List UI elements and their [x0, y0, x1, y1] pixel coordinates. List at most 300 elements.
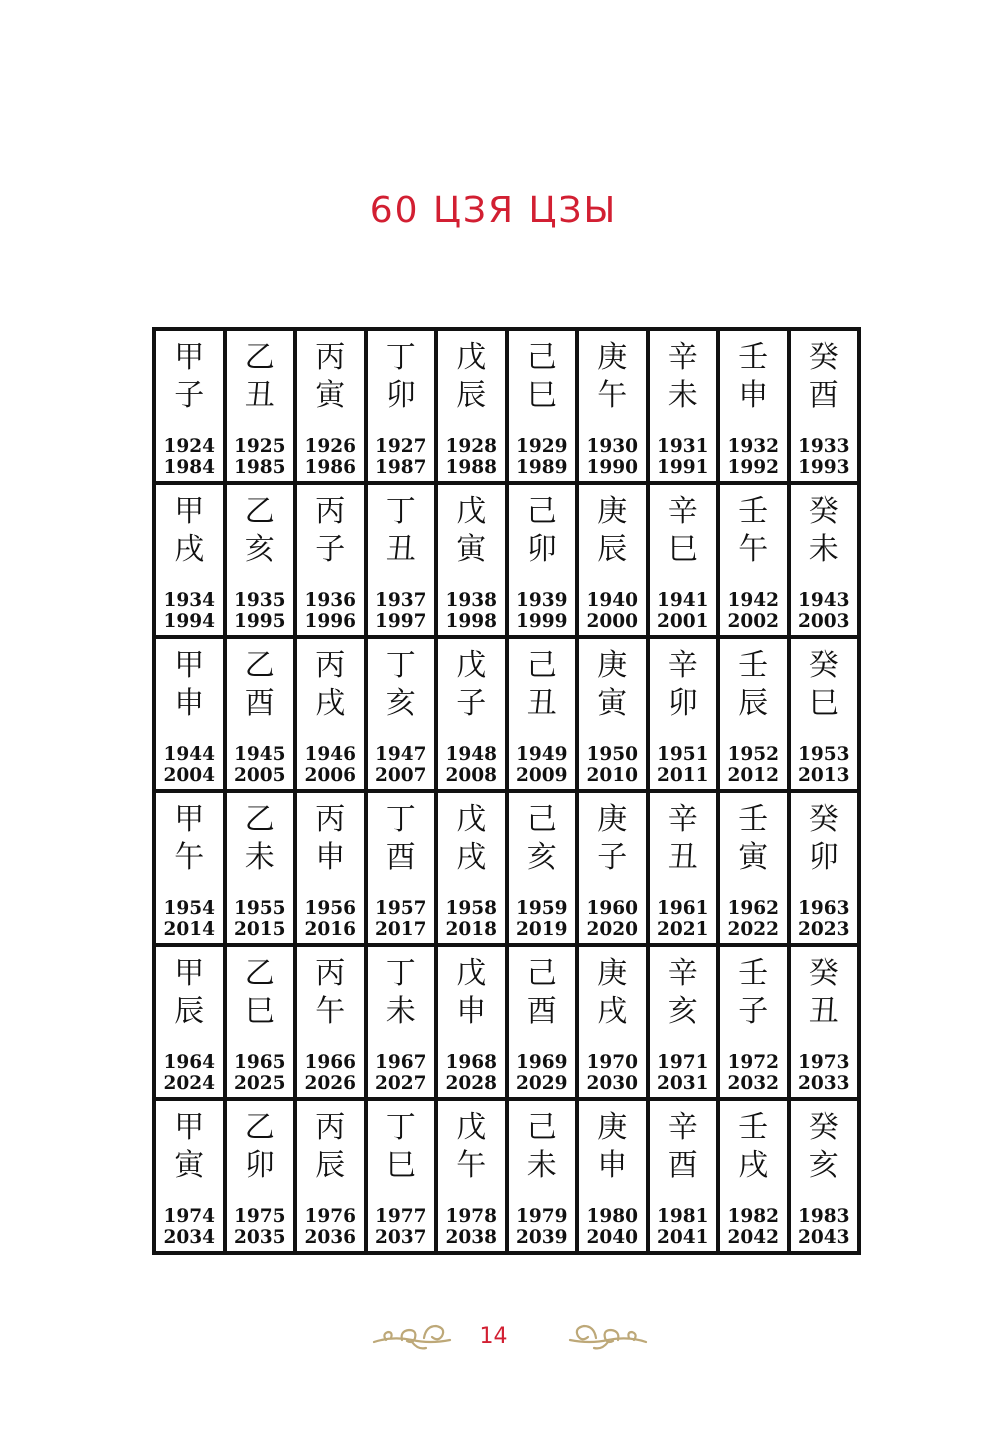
earthly-branch: 丑 [526, 686, 557, 721]
heavenly-stem: 丁 [385, 340, 416, 375]
cell-years [368, 1052, 435, 1094]
table-cell [650, 947, 717, 1097]
cell-years [156, 436, 223, 478]
cell-characters [509, 955, 576, 1031]
cell-years [227, 436, 294, 478]
table-cell [227, 793, 294, 943]
heavenly-stem: 甲 [174, 802, 205, 837]
cell-characters [438, 493, 505, 569]
earthly-branch: 巳 [808, 686, 839, 721]
page-title: 60 ЦЗЯ ЦЗЫ [369, 190, 618, 231]
cell-years [297, 898, 364, 940]
table-cell [579, 1101, 646, 1251]
year-value: 2012 [727, 765, 779, 786]
cell-years [650, 744, 717, 786]
cell-characters [368, 801, 435, 877]
year-value: 1931 [657, 436, 709, 457]
heavenly-stem: 丙 [315, 648, 346, 683]
table-cell [650, 639, 717, 789]
year-value: 1959 [516, 898, 568, 919]
cell-years [720, 744, 787, 786]
cell-characters [438, 955, 505, 1031]
table-cell [297, 947, 364, 1097]
cell-years [579, 1052, 646, 1094]
cell-years [720, 1052, 787, 1094]
heavenly-stem: 辛 [667, 956, 698, 991]
heavenly-stem: 戊 [456, 956, 487, 991]
table-cell [297, 639, 364, 789]
cell-characters [791, 955, 858, 1031]
year-value: 2006 [304, 765, 356, 786]
year-value: 1991 [657, 457, 709, 478]
year-value: 2017 [375, 919, 427, 940]
earthly-branch: 酉 [385, 840, 416, 875]
heavenly-stem: 辛 [667, 340, 698, 375]
earthly-branch: 卯 [667, 686, 698, 721]
earthly-branch: 辰 [738, 686, 769, 721]
earthly-branch: 未 [526, 1148, 557, 1183]
earthly-branch: 午 [174, 840, 205, 875]
year-value: 1974 [163, 1206, 215, 1227]
table-cell [156, 1101, 223, 1251]
year-value: 2041 [657, 1227, 709, 1248]
table-cell [438, 947, 505, 1097]
heavenly-stem: 壬 [738, 494, 769, 529]
year-value: 1964 [163, 1052, 215, 1073]
table-cell [368, 485, 435, 635]
year-value: 2034 [163, 1227, 215, 1248]
table-cell [579, 639, 646, 789]
earthly-branch: 寅 [174, 1148, 205, 1183]
heavenly-stem: 癸 [808, 802, 839, 837]
cell-characters [368, 493, 435, 569]
page-footer [0, 1318, 987, 1358]
year-value: 1950 [586, 744, 638, 765]
year-value: 1961 [657, 898, 709, 919]
heavenly-stem: 己 [526, 494, 557, 529]
heavenly-stem: 壬 [738, 340, 769, 375]
year-value: 1966 [304, 1052, 356, 1073]
year-value: 1992 [727, 457, 779, 478]
heavenly-stem: 戊 [456, 340, 487, 375]
earthly-branch: 寅 [456, 532, 487, 567]
cell-years [438, 1052, 505, 1094]
cell-years [297, 590, 364, 632]
cell-years [438, 898, 505, 940]
year-value: 2014 [163, 919, 215, 940]
year-value: 2016 [304, 919, 356, 940]
earthly-branch: 卯 [244, 1148, 275, 1183]
heavenly-stem: 庚 [597, 648, 628, 683]
heavenly-stem: 乙 [244, 340, 275, 375]
heavenly-stem: 甲 [174, 340, 205, 375]
cell-years [368, 590, 435, 632]
heavenly-stem: 戊 [456, 494, 487, 529]
cell-characters [720, 1109, 787, 1185]
heavenly-stem: 丁 [385, 494, 416, 529]
table-cell [509, 331, 576, 481]
year-value: 1994 [163, 611, 215, 632]
year-value: 2010 [586, 765, 638, 786]
year-value: 2015 [234, 919, 286, 940]
earthly-branch: 戌 [315, 686, 346, 721]
cell-years [227, 1206, 294, 1248]
year-value: 1949 [516, 744, 568, 765]
cell-years [297, 436, 364, 478]
heavenly-stem: 庚 [597, 1110, 628, 1145]
heavenly-stem: 丙 [315, 802, 346, 837]
table-cell [650, 485, 717, 635]
year-value: 2022 [727, 919, 779, 940]
year-value: 2011 [657, 765, 709, 786]
table-cell [438, 485, 505, 635]
year-value: 1929 [516, 436, 568, 457]
year-value: 1954 [163, 898, 215, 919]
year-value: 1984 [163, 457, 215, 478]
year-value: 2035 [234, 1227, 286, 1248]
cell-years [438, 436, 505, 478]
year-value: 2005 [234, 765, 286, 786]
table-cell [156, 793, 223, 943]
table-cell [579, 793, 646, 943]
heavenly-stem: 乙 [244, 648, 275, 683]
cell-years [720, 1206, 787, 1248]
earthly-branch: 寅 [315, 378, 346, 413]
cell-characters [579, 339, 646, 415]
cell-years [509, 744, 576, 786]
year-value: 1995 [234, 611, 286, 632]
cell-characters [720, 955, 787, 1031]
cell-characters [297, 801, 364, 877]
year-value: 1958 [445, 898, 497, 919]
year-value: 2032 [727, 1073, 779, 1094]
earthly-branch: 酉 [526, 994, 557, 1029]
cell-years [791, 1206, 858, 1248]
table-cell [368, 331, 435, 481]
year-value: 1951 [657, 744, 709, 765]
year-value: 1943 [798, 590, 850, 611]
table-cell [720, 947, 787, 1097]
table-cell [227, 485, 294, 635]
cell-years [650, 590, 717, 632]
year-value: 1970 [586, 1052, 638, 1073]
cell-years [791, 590, 858, 632]
year-value: 1948 [445, 744, 497, 765]
cell-characters [156, 955, 223, 1031]
table-cell [579, 331, 646, 481]
year-value: 1941 [657, 590, 709, 611]
year-value: 1930 [586, 436, 638, 457]
earthly-branch: 申 [174, 686, 205, 721]
heavenly-stem: 丙 [315, 956, 346, 991]
cell-characters [227, 339, 294, 415]
year-value: 2037 [375, 1227, 427, 1248]
year-value: 2019 [516, 919, 568, 940]
cell-characters [720, 339, 787, 415]
heavenly-stem: 丙 [315, 1110, 346, 1145]
heavenly-stem: 壬 [738, 802, 769, 837]
cell-characters [720, 801, 787, 877]
cell-years [791, 898, 858, 940]
cell-years [791, 436, 858, 478]
table-cell [227, 639, 294, 789]
earthly-branch: 巳 [244, 994, 275, 1029]
year-value: 1999 [516, 611, 568, 632]
heavenly-stem: 乙 [244, 1110, 275, 1145]
year-value: 2031 [657, 1073, 709, 1094]
heavenly-stem: 辛 [667, 494, 698, 529]
year-value: 1979 [516, 1206, 568, 1227]
year-value: 1981 [657, 1206, 709, 1227]
year-value: 2004 [163, 765, 215, 786]
earthly-branch: 申 [456, 994, 487, 1029]
cell-characters [227, 647, 294, 723]
earthly-branch: 丑 [808, 994, 839, 1029]
earthly-branch: 午 [456, 1148, 487, 1183]
cell-years [509, 436, 576, 478]
cell-characters [438, 647, 505, 723]
year-value: 1962 [727, 898, 779, 919]
year-value: 1924 [163, 436, 215, 457]
heavenly-stem: 庚 [597, 802, 628, 837]
earthly-branch: 酉 [244, 686, 275, 721]
earthly-branch: 丑 [244, 378, 275, 413]
table-cell [227, 331, 294, 481]
cell-characters [297, 1109, 364, 1185]
earthly-branch: 辰 [315, 1148, 346, 1183]
cell-years [156, 1052, 223, 1094]
year-value: 1997 [375, 611, 427, 632]
cell-characters [579, 801, 646, 877]
table-cell [368, 1101, 435, 1251]
heavenly-stem: 丁 [385, 648, 416, 683]
year-value: 1986 [304, 457, 356, 478]
cell-characters [509, 801, 576, 877]
cell-characters [156, 647, 223, 723]
table-cell [297, 485, 364, 635]
cell-years [368, 898, 435, 940]
year-value: 1983 [798, 1206, 850, 1227]
year-value: 1990 [586, 457, 638, 478]
earthly-branch: 子 [597, 840, 628, 875]
table-cell [438, 639, 505, 789]
cell-years [579, 898, 646, 940]
earthly-branch: 未 [667, 378, 698, 413]
earthly-branch: 亥 [526, 840, 557, 875]
cell-years [650, 898, 717, 940]
year-value: 2009 [516, 765, 568, 786]
cell-characters [650, 955, 717, 1031]
year-value: 1973 [798, 1052, 850, 1073]
table-cell [650, 793, 717, 943]
year-value: 2038 [445, 1227, 497, 1248]
heavenly-stem: 癸 [808, 340, 839, 375]
cell-years [650, 1206, 717, 1248]
earthly-branch: 卯 [808, 840, 839, 875]
cell-characters [509, 493, 576, 569]
heavenly-stem: 甲 [174, 1110, 205, 1145]
year-value: 2013 [798, 765, 850, 786]
year-value: 1932 [727, 436, 779, 457]
heavenly-stem: 庚 [597, 340, 628, 375]
cell-characters [791, 1109, 858, 1185]
year-value: 2036 [304, 1227, 356, 1248]
year-value: 2029 [516, 1073, 568, 1094]
cell-characters [509, 339, 576, 415]
table-cell [720, 1101, 787, 1251]
table-cell [156, 485, 223, 635]
table-cell [438, 1101, 505, 1251]
earthly-branch: 丑 [385, 532, 416, 567]
cell-characters [297, 647, 364, 723]
year-value: 1969 [516, 1052, 568, 1073]
earthly-branch: 午 [315, 994, 346, 1029]
cell-characters [509, 647, 576, 723]
year-value: 1980 [586, 1206, 638, 1227]
table-cell [509, 793, 576, 943]
table-cell [156, 639, 223, 789]
cell-characters [650, 493, 717, 569]
cell-years [509, 590, 576, 632]
heavenly-stem: 癸 [808, 648, 839, 683]
year-value: 1947 [375, 744, 427, 765]
earthly-branch: 未 [808, 532, 839, 567]
earthly-branch: 戌 [174, 532, 205, 567]
earthly-branch: 辰 [456, 378, 487, 413]
year-value: 2003 [798, 611, 850, 632]
table-cell [297, 331, 364, 481]
heavenly-stem: 己 [526, 1110, 557, 1145]
cell-years [579, 590, 646, 632]
cell-characters [297, 339, 364, 415]
cell-characters [579, 1109, 646, 1185]
year-value: 1956 [304, 898, 356, 919]
table-cell [509, 639, 576, 789]
year-value: 2000 [586, 611, 638, 632]
year-value: 1925 [234, 436, 286, 457]
heavenly-stem: 己 [526, 340, 557, 375]
table-cell [297, 1101, 364, 1251]
year-value: 1972 [727, 1052, 779, 1073]
cell-characters [438, 1109, 505, 1185]
ornament-right-icon [566, 1320, 648, 1354]
earthly-branch: 亥 [385, 686, 416, 721]
heavenly-stem: 庚 [597, 956, 628, 991]
year-value: 1953 [798, 744, 850, 765]
year-value: 1978 [445, 1206, 497, 1227]
earthly-branch: 辰 [174, 994, 205, 1029]
cell-years [509, 1206, 576, 1248]
earthly-branch: 卯 [526, 532, 557, 567]
year-value: 2033 [798, 1073, 850, 1094]
cell-characters [438, 801, 505, 877]
earthly-branch: 酉 [808, 378, 839, 413]
year-value: 2030 [586, 1073, 638, 1094]
earthly-branch: 申 [315, 840, 346, 875]
cell-years [438, 1206, 505, 1248]
year-value: 2040 [586, 1227, 638, 1248]
heavenly-stem: 丁 [385, 802, 416, 837]
cell-years [156, 744, 223, 786]
earthly-branch: 申 [738, 378, 769, 413]
earthly-branch: 寅 [738, 840, 769, 875]
cell-years [227, 744, 294, 786]
year-value: 1936 [304, 590, 356, 611]
table-cell [509, 947, 576, 1097]
cell-characters [650, 647, 717, 723]
earthly-branch: 丑 [667, 840, 698, 875]
heavenly-stem: 己 [526, 802, 557, 837]
table-cell [791, 639, 858, 789]
year-value: 2018 [445, 919, 497, 940]
cell-characters [650, 1109, 717, 1185]
year-value: 1945 [234, 744, 286, 765]
cell-years [579, 744, 646, 786]
year-value: 1933 [798, 436, 850, 457]
year-value: 1985 [234, 457, 286, 478]
table-cell [650, 1101, 717, 1251]
cell-years [368, 1206, 435, 1248]
cell-characters [368, 1109, 435, 1185]
year-value: 1955 [234, 898, 286, 919]
heavenly-stem: 甲 [174, 956, 205, 991]
cell-years [791, 1052, 858, 1094]
year-value: 1944 [163, 744, 215, 765]
cell-years [650, 1052, 717, 1094]
heavenly-stem: 己 [526, 648, 557, 683]
cell-years [438, 590, 505, 632]
cell-characters [368, 339, 435, 415]
cell-characters [156, 493, 223, 569]
year-value: 1952 [727, 744, 779, 765]
earthly-branch: 巳 [667, 532, 698, 567]
table-cell [791, 485, 858, 635]
year-value: 1938 [445, 590, 497, 611]
year-value: 1957 [375, 898, 427, 919]
cell-characters [368, 647, 435, 723]
cell-characters [791, 801, 858, 877]
table-cell [156, 947, 223, 1097]
table-cell [509, 1101, 576, 1251]
heavenly-stem: 丁 [385, 1110, 416, 1145]
year-value: 2008 [445, 765, 497, 786]
cell-characters [650, 339, 717, 415]
year-value: 1993 [798, 457, 850, 478]
cell-characters [579, 493, 646, 569]
table-cell [791, 331, 858, 481]
heavenly-stem: 戊 [456, 802, 487, 837]
earthly-branch: 酉 [667, 1148, 698, 1183]
earthly-branch: 亥 [808, 1148, 839, 1183]
year-value: 2027 [375, 1073, 427, 1094]
cell-years [438, 744, 505, 786]
year-value: 1996 [304, 611, 356, 632]
earthly-branch: 戌 [597, 994, 628, 1029]
heavenly-stem: 戊 [456, 1110, 487, 1145]
cell-characters [791, 647, 858, 723]
cell-characters [579, 647, 646, 723]
year-value: 2024 [163, 1073, 215, 1094]
year-value: 1940 [586, 590, 638, 611]
earthly-branch: 亥 [667, 994, 698, 1029]
cell-years [368, 744, 435, 786]
year-value: 1982 [727, 1206, 779, 1227]
table-cell [791, 947, 858, 1097]
earthly-branch: 子 [456, 686, 487, 721]
heavenly-stem: 壬 [738, 648, 769, 683]
cell-years [156, 590, 223, 632]
cell-characters [297, 955, 364, 1031]
